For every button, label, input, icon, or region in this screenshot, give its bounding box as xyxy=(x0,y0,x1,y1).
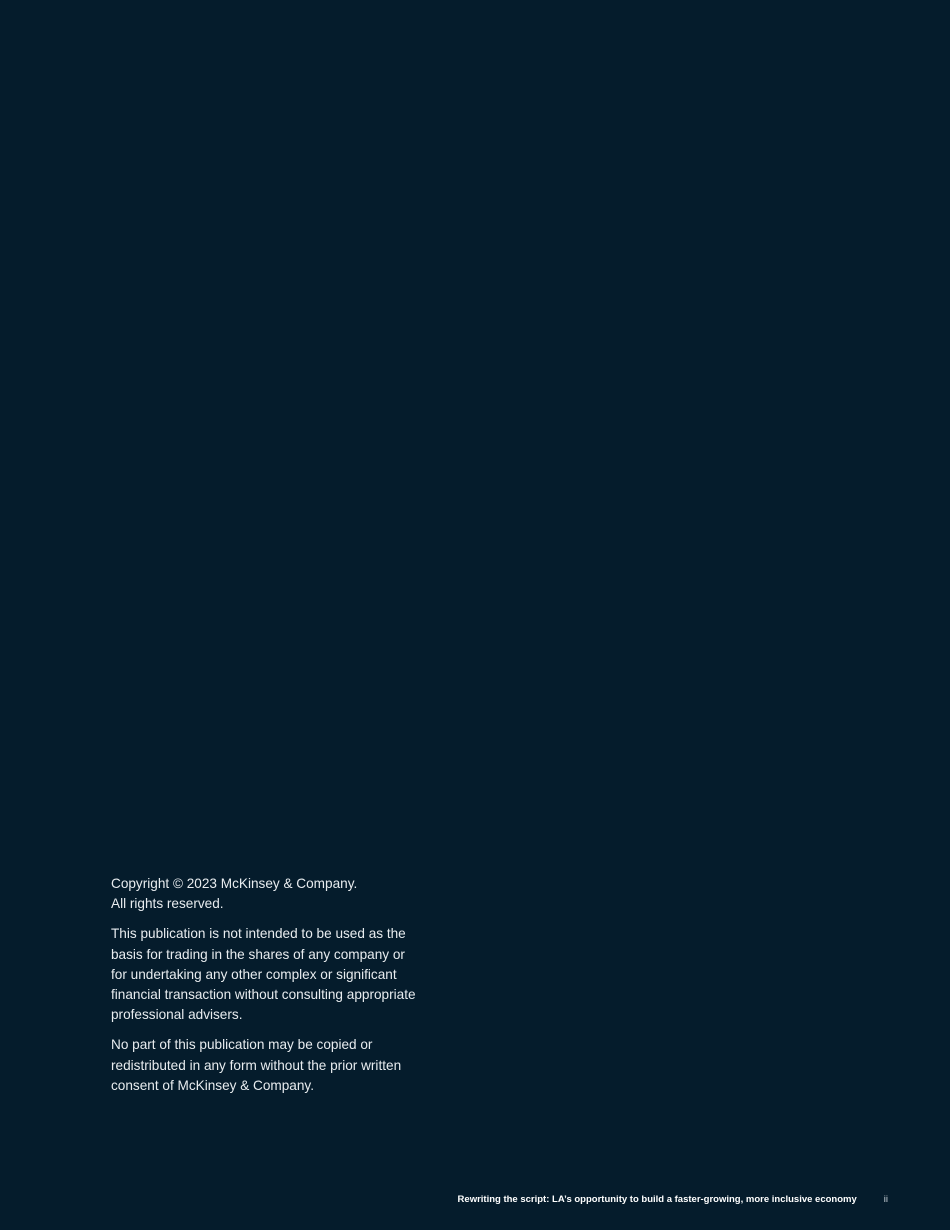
copyright-line: Copyright © 2023 McKinsey & Company. xyxy=(111,876,358,891)
disclaimer-line: basis for trading in the shares of any company or xyxy=(111,946,405,962)
copy-notice-line: consent of McKinsey & Company. xyxy=(111,1077,314,1093)
footer-title: Rewriting the script: LA’s opportunity to build a faster-growing, more inclusive economy xyxy=(457,1194,857,1205)
disclaimer-line: professional advisers. xyxy=(111,1007,243,1023)
disclaimer-line: for undertaking any other complex or significant xyxy=(111,966,397,982)
disclaimer-line: This publication is not intended to be used as the xyxy=(111,926,406,942)
legal-notice xyxy=(111,874,441,1106)
page-number: ii xyxy=(883,1194,888,1205)
copy-notice-paragraph xyxy=(111,1035,441,1096)
disclaimer-paragraph xyxy=(111,924,441,1025)
copyright-paragraph xyxy=(111,874,441,914)
copy-notice-line: redistributed in any form without the prior written xyxy=(111,1057,402,1073)
page-footer xyxy=(458,1194,888,1205)
copy-notice-line: No part of this publication may be copied or xyxy=(111,1037,373,1053)
disclaimer-line: financial transaction without consulting appropriate xyxy=(111,987,416,1003)
rights-line: All rights reserved. xyxy=(111,896,224,912)
